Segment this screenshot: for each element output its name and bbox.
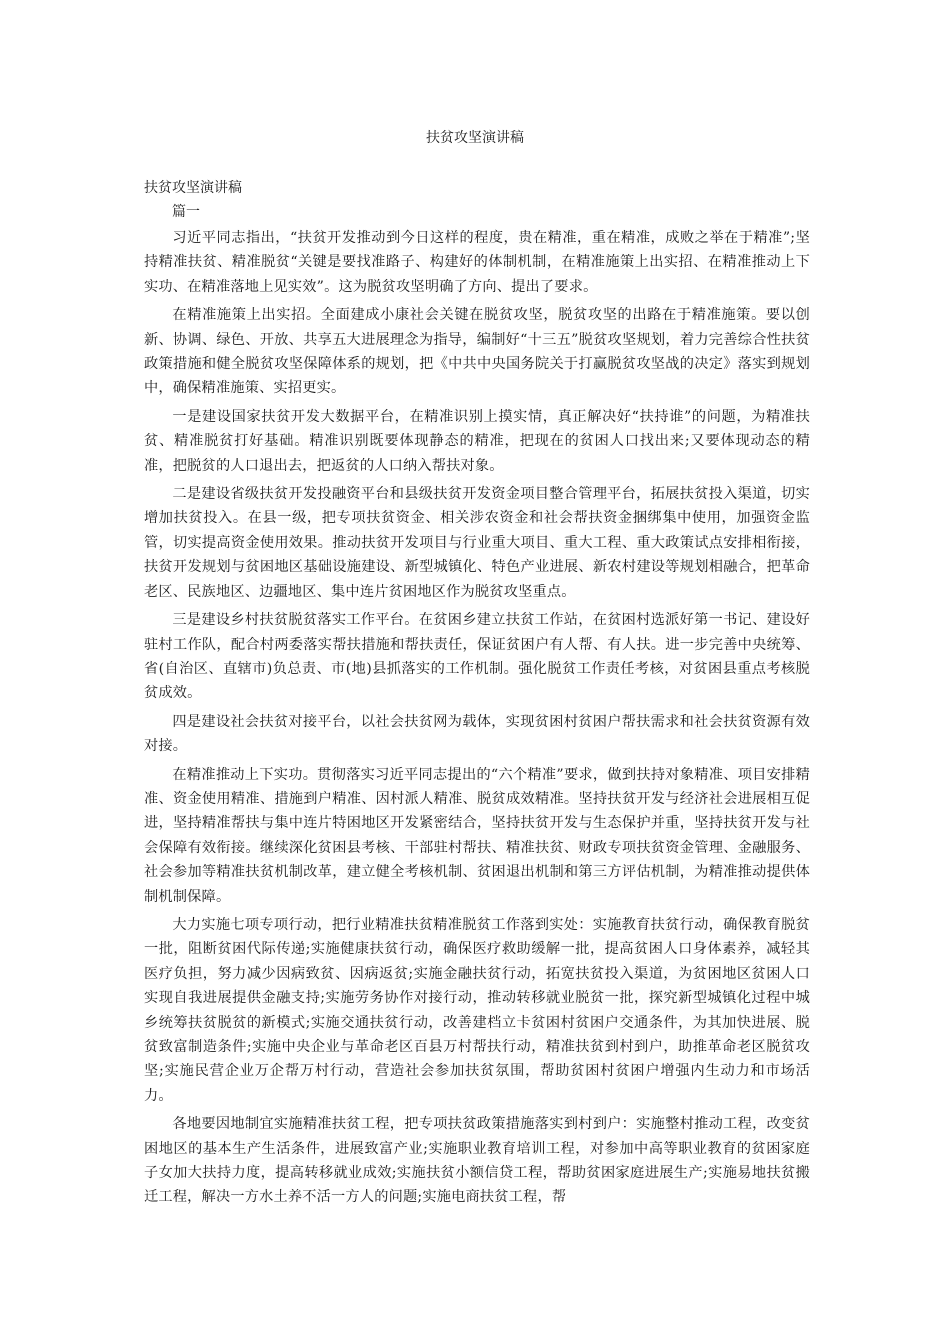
paragraph-6: 四是建设社会扶贫对接平台，以社会扶贫网为载体，实现贫困村贫困户帮扶需求和社会扶贫资源有效对接。	[144, 713, 810, 755]
paragraph-1: 习近平同志指出，“扶贫开发推动到今日这样的程度，贵在精准，重在精准，成败之举在于精准”;坚持精准扶贫、精准脱贫“关键是要找准路子、构建好的体制机制，在精准施策上出实招、在精准推动上下实功、在精准落地上见实效”。这为脱贫攻坚明确了方向、提出了要求。	[144, 230, 810, 295]
section-label: 篇一	[172, 204, 200, 220]
document-subtitle: 扶贫攻坚演讲稿	[144, 180, 242, 196]
document-body	[144, 178, 810, 1214]
paragraph-4: 二是建设省级扶贫开发投融资平台和县级扶贫开发资金项目整合管理平台，拓展扶贫投入渠道，切实增加扶贫投入。在县一级，把专项扶贫资金、相关涉农资金和社会帮扶资金捆绑集中使用，加强资金监管，切实提高资金使用效果。推动扶贫开发项目与行业重大项目、重大工程、重大政策试点安排相衔接，扶贫开发规划与贫困地区基础设施建设、新型城镇化、特色产业进展、新农村建设等规划相融合，把革命老区、民族地区、边疆地区、集中连片贫困地区作为脱贫攻坚重点。	[144, 486, 810, 600]
paragraph-5: 三是建设乡村扶贫脱贫落实工作平台。在贫困乡建立扶贫工作站，在贫困村选派好第一书记、建设好驻村工作队，配合村两委落实帮扶措施和帮扶责任，保证贫困户有人帮、有人扶。进一步完善中央统筹、省(自治区、直辖市)负总责、市(地)县抓落实的工作机制。强化脱贫工作责任考核，对贫困县重点考核脱贫成效。	[144, 612, 810, 702]
paragraph-2: 在精准施策上出实招。全面建成小康社会关键在脱贫攻坚，脱贫攻坚的出路在于精准施策。要以创新、协调、绿色、开放、共享五大进展理念为指导，编制好“十三五”脱贫攻坚规划，着力完善综合性扶贫政策措施和健全脱贫攻坚保障体系的规划，把《中共中央国务院关于打赢脱贫攻坚战的决定》落实到规划中，确保精准施策、实招更实。	[144, 307, 810, 397]
paragraph-3: 一是建设国家扶贫开发大数据平台，在精准识别上摸实情，真正解决好“扶持谁”的问题，为精准扶贫、精准脱贫打好基础。精准识别既要体现静态的精准，把现在的贫困人口找出来;又要体现动态的精准，把脱贫的人口退出去，把返贫的人口纳入帮扶对象。	[144, 408, 810, 474]
paragraph-9: 各地要因地制宜实施精准扶贫工程，把专项扶贫政策措施落实到村到户：实施整村推动工程，改变贫困地区的基本生产生活条件，进展致富产业;实施职业教育培训工程，对参加中高等职业教育的贫困家庭子女加大扶持力度，提高转移就业成效;实施扶贫小额信贷工程，帮助贫困家庭进展生产;实施易地扶贫搬迁工程，解决一方水土养不活一方人的问题;实施电商扶贫工程，帮	[144, 1116, 810, 1206]
paragraph-8: 大力实施七项专项行动，把行业精准扶贫精准脱贫工作落到实处：实施教育扶贫行动，确保教育脱贫一批，阻断贫困代际传递;实施健康扶贫行动，确保医疗救助缓解一批，提高贫困人口身体素养，减轻其医疗负担，努力减少因病致贫、因病返贫;实施金融扶贫行动，拓宽扶贫投入渠道，为贫困地区贫困人口实现自我进展提供金融支持;实施劳务协作对接行动，推动转移就业脱贫一批，探究新型城镇化过程中城乡统筹扶贫脱贫的新模式;实施交通扶贫行动，改善建档立卡贫困村贫困户交通条件，为其加快进展、脱贫致富制造条件;实施中央企业与革命老区百县万村帮扶行动，精准扶贫到村到户，助推革命老区脱贫攻坚;实施民营企业万企帮万村行动，营造社会参加扶贫氛围，帮助贫困村贫困户增强内生动力和市场活力。	[144, 916, 810, 1104]
document-title: 扶贫攻坚演讲稿	[426, 130, 524, 146]
paragraph-7: 在精准推动上下实功。贯彻落实习近平同志提出的“六个精准”要求，做到扶持对象精准、项目安排精准、资金使用精准、措施到户精准、因村派人精准、脱贫成效精准。坚持扶贫开发与经济社会进展相互促进，坚持精准帮扶与集中连片特困地区开发紧密结合，坚持扶贫开发与生态保护并重，坚持扶贫开发与社会保障有效衔接。继续深化贫困县考核、干部驻村帮扶、精准扶贫、财政专项扶贫资金管理、金融服务、社会参加等精准扶贫机制改革，建立健全考核机制、贫困退出机制和第三方评估机制，为精准推动提供体制机制保障。	[144, 766, 810, 905]
